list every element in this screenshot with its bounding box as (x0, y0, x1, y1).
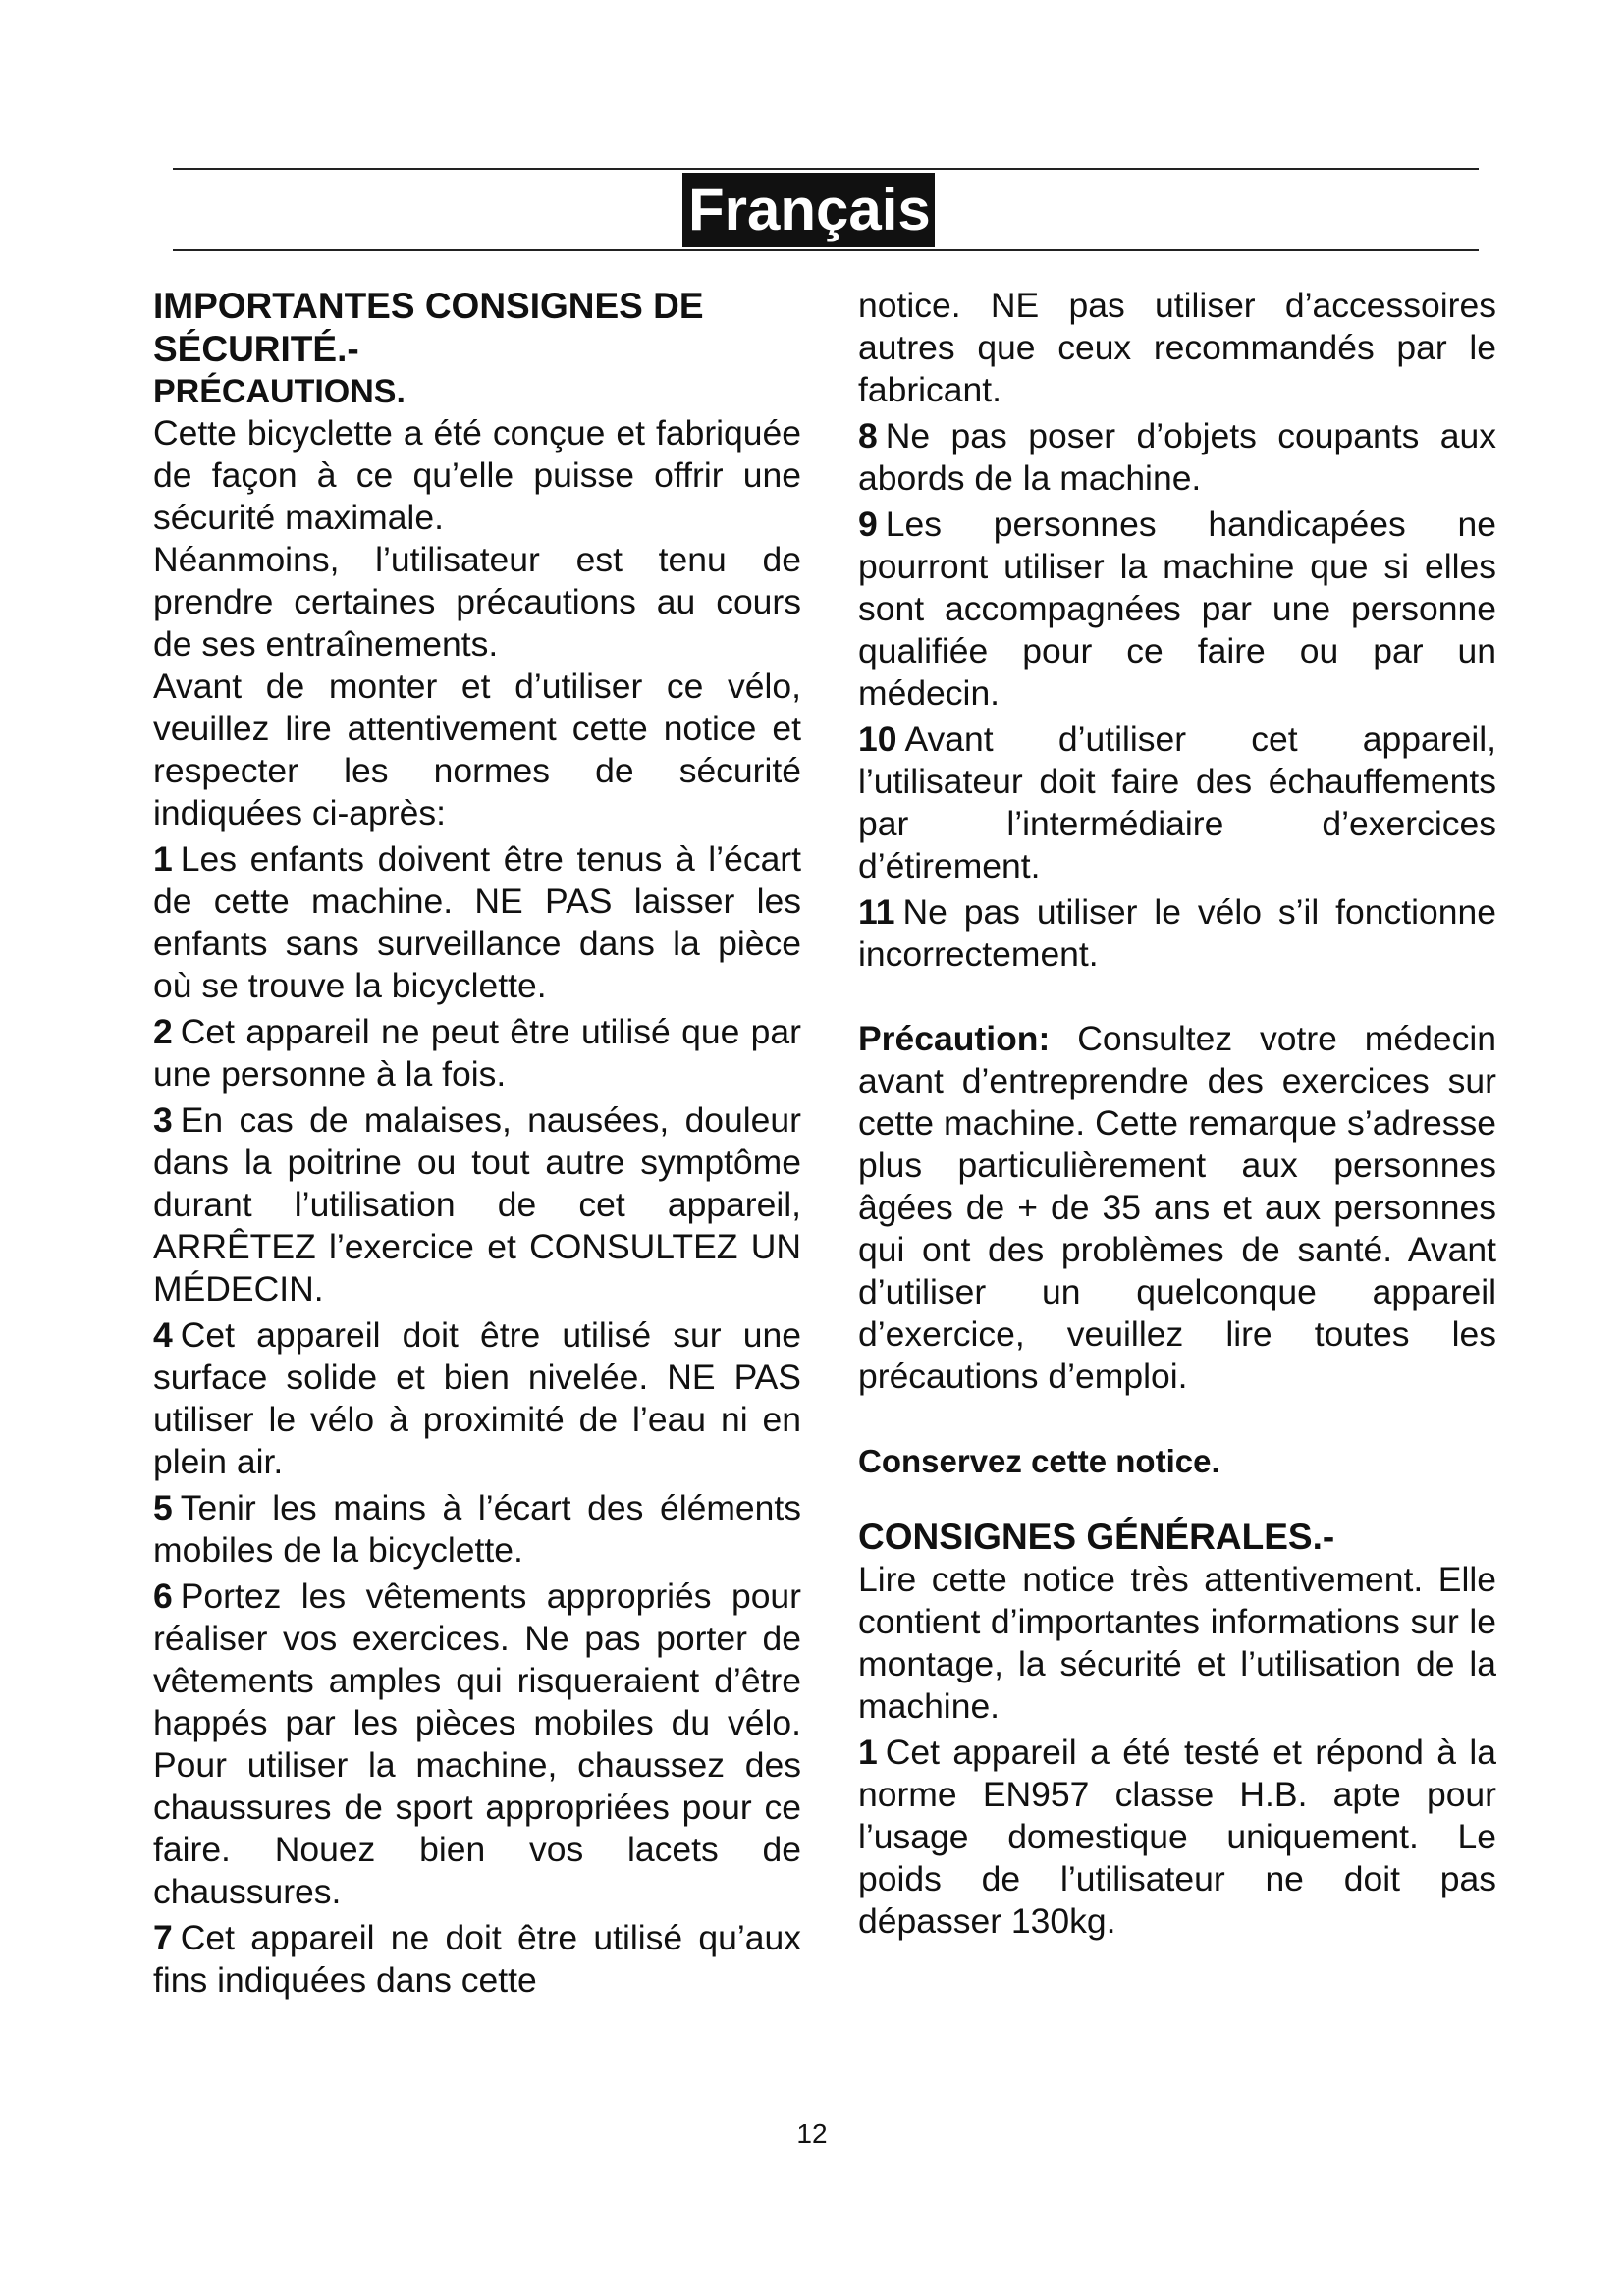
general-item (858, 1732, 1496, 1943)
safety-item (153, 1575, 801, 1913)
safety-item (858, 504, 1496, 715)
keep-notice-note: Conservez cette notice. (858, 1443, 1220, 1479)
item-text: En cas de malaises, nausées, douleur dans la poitrine ou tout autre symptôme durant l’utilisation de cet appareil, ARRÊTEZ l’exercice et CONSULTEZ UN MÉDECIN. (153, 1100, 801, 1308)
item-number: 10 (858, 720, 897, 759)
page-number: 12 (796, 2118, 828, 2149)
item-text: Les enfants doivent être tenus à l’écart de cette machine. NE PAS laisser les enfants sans surveillance dans la pièce où se trouve la bicyclette. (153, 839, 801, 1005)
safety-item (153, 1099, 801, 1310)
item-text: Cet appareil a été testé et répond à la norme EN957 classe H.B. apte pour l’usage domestique uniquement. Le poids de l’utilisateur ne doit pas dépasser 130kg. (858, 1733, 1496, 1941)
safety-item (153, 1487, 801, 1572)
header-rule-top (173, 168, 1479, 170)
item-number: 7 (153, 1918, 173, 1957)
item-text: Avant d’utiliser cet appareil, l’utilisateur doit faire des échauffements par l’intermédiaire d’exercices d’étirement. (858, 720, 1496, 885)
item-number: 9 (858, 505, 878, 544)
general-intro: Lire cette notice très attentivement. Elle contient d’importantes informations sur le montage, la sécurité et l’utilisation de la machine. (858, 1560, 1496, 1726)
item-number: 8 (858, 416, 878, 455)
item-number: 3 (153, 1100, 173, 1140)
item-7-continued: notice. NE pas utiliser d’accessoires autres que ceux recommandés par le fabricant. (858, 286, 1496, 409)
item-number: 2 (153, 1012, 173, 1051)
precaution-label: Précaution: (858, 1019, 1051, 1058)
item-text: Les personnes handicapées ne pourront utiliser la machine que si elles sont accompagnées par une personne qualifiée pour ce faire ou par un médecin. (858, 505, 1496, 713)
safety-item (858, 415, 1496, 500)
item-text: Cet appareil ne peut être utilisé que par une personne à la fois. (153, 1012, 801, 1094)
item-text: Cet appareil ne doit être utilisé qu’aux fins indiquées dans cette (153, 1918, 801, 2000)
safety-item (153, 1917, 801, 2002)
item-text: Portez les vêtements appropriés pour réaliser vos exercices. Ne pas porter de vêtements amples qui risqueraient d’être happés par les pièces mobiles du vélo. Pour utiliser la machine, chaussez des chaussures de sport appropriées pour ce faire. Nouez bien vos lacets de chaussures. (153, 1576, 801, 1911)
item-text: Ne pas poser d’objets coupants aux abords de la machine. (858, 416, 1496, 498)
general-heading: CONSIGNES GÉNÉRALES.- (858, 1517, 1335, 1557)
safety-item (153, 838, 801, 1007)
safety-item (153, 1314, 801, 1483)
item-text: Tenir les mains à l’écart des éléments mobiles de la bicyclette. (153, 1488, 801, 1570)
safety-item (858, 891, 1496, 976)
precaution-paragraph (858, 1018, 1496, 1398)
precautions-subheading: PRÉCAUTIONS. (153, 373, 406, 410)
right-column (858, 285, 1496, 1943)
item-text: Cet appareil doit être utilisé sur une surface solide et bien nivelée. NE PAS utiliser le vélo à proximité de l’eau ni en plein air. (153, 1315, 801, 1481)
left-column (153, 285, 801, 2002)
intro-paragraph-3: Avant de monter et d’utiliser ce vélo, veuillez lire attentivement cette notice et respecter les normes de sécurité indiquées ci-après: (153, 667, 801, 832)
language-title: Français (682, 173, 935, 247)
item-number: 11 (858, 892, 895, 932)
header-rule-bottom (173, 249, 1479, 251)
intro-paragraph-2: Néanmoins, l’utilisateur est tenu de prendre certaines précautions au cours de ses entraînements. (153, 540, 801, 664)
item-number: 5 (153, 1488, 173, 1527)
intro-paragraph-1: Cette bicyclette a été conçue et fabriquée de façon à ce qu’elle puisse offrir une sécurité maximale. (153, 413, 801, 537)
item-number: 1 (858, 1733, 878, 1772)
item-text: Ne pas utiliser le vélo s’il fonctionne incorrectement. (858, 892, 1496, 974)
precaution-text: Consultez votre médecin avant d’entreprendre des exercices sur cette machine. Cette remarque s’adresse plus particulièrement aux personnes âgées de + de 35 ans et aux personnes qui ont des problèmes de santé. Avant d’utiliser un quelconque appareil d’exercice, veuillez lire toutes les précautions d’emploi. (858, 1019, 1496, 1396)
safety-item (153, 1011, 801, 1095)
safety-heading: IMPORTANTES CONSIGNES DE SÉCURITÉ.- (153, 286, 704, 369)
safety-item (858, 719, 1496, 887)
item-number: 6 (153, 1576, 173, 1616)
item-number: 4 (153, 1315, 173, 1355)
item-number: 1 (153, 839, 173, 879)
